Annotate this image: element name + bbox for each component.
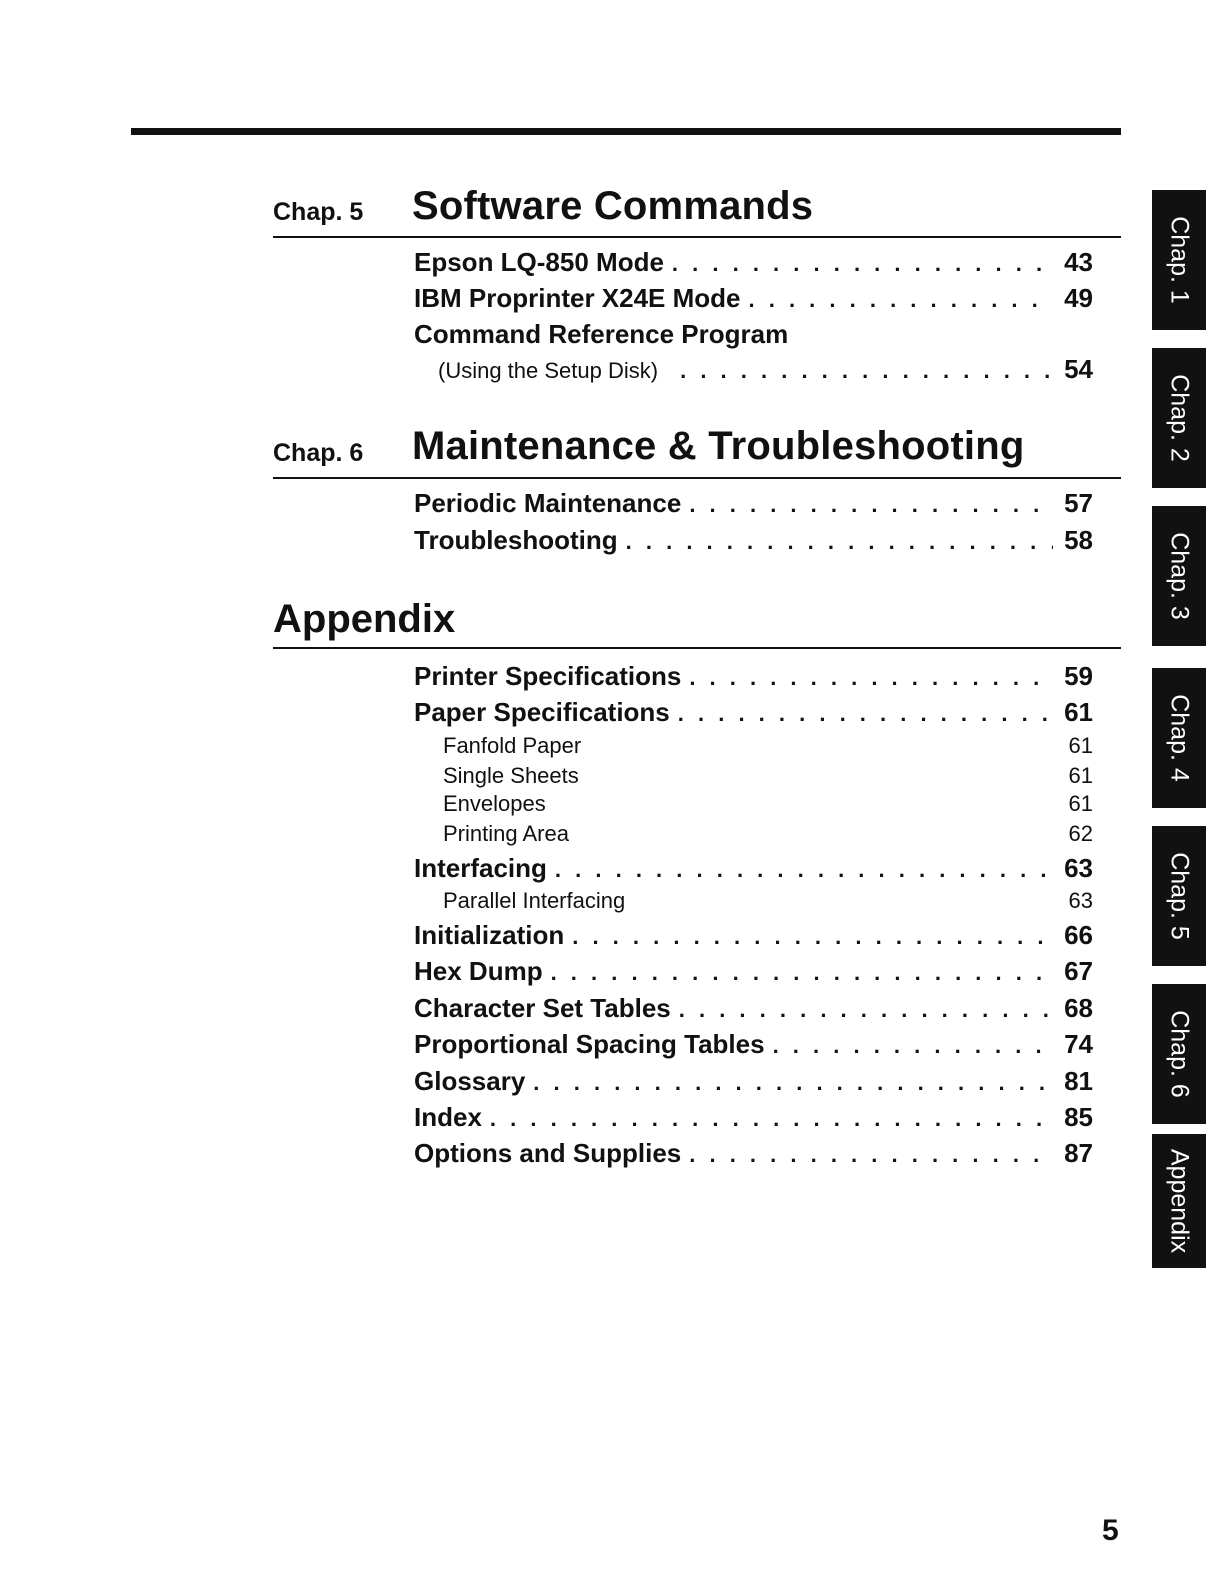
- page-number: 5: [1102, 1514, 1119, 1547]
- toc-entry-page: 74: [1064, 1029, 1093, 1059]
- toc-entry-page: 49: [1064, 283, 1093, 313]
- toc-entry-page: 81: [1064, 1066, 1093, 1096]
- toc-entry-label: Fanfold Paper: [443, 733, 582, 758]
- dot-leader: [490, 1106, 1053, 1132]
- side-tab-label: Appendix: [1165, 1148, 1194, 1254]
- toc-entry-page: 62: [1068, 821, 1093, 846]
- toc-entry-page: 66: [1064, 920, 1093, 950]
- dot-leader: [749, 287, 1054, 313]
- toc-entry-label: Printer Specifications: [414, 661, 682, 691]
- toc-subentry[interactable]: [443, 821, 1093, 849]
- toc-entry[interactable]: [414, 920, 1093, 954]
- side-tab-chap5[interactable]: [1152, 826, 1206, 966]
- toc-subentry[interactable]: [443, 791, 1093, 819]
- toc-entry[interactable]: [414, 247, 1093, 281]
- toc-entry-page: 43: [1064, 247, 1093, 277]
- toc-entry-page: 85: [1064, 1102, 1093, 1132]
- toc-entry-page: 63: [1064, 853, 1093, 883]
- toc-entry[interactable]: [414, 1102, 1093, 1136]
- toc-entry[interactable]: [414, 993, 1093, 1027]
- toc-entry-label: Character Set Tables: [414, 993, 671, 1023]
- chapter-title: Software Commands: [412, 184, 814, 228]
- toc-entry-label: Paper Specifications: [414, 697, 670, 727]
- dot-leader: [533, 1070, 1053, 1096]
- toc-entry-label: IBM Proprinter X24E Mode: [414, 283, 741, 313]
- toc-entry[interactable]: [414, 283, 1093, 317]
- dot-leader: [679, 997, 1053, 1023]
- toc-subentry[interactable]: [443, 888, 1093, 916]
- toc-entry-label: (Using the Setup Disk): [438, 358, 659, 383]
- dot-leader: [680, 358, 1053, 384]
- toc-entry[interactable]: [414, 853, 1093, 887]
- toc-entry[interactable]: [414, 956, 1093, 990]
- toc-entry-page: 61: [1064, 697, 1093, 727]
- dot-leader: [555, 857, 1053, 883]
- toc-entry-label: Printing Area: [443, 821, 569, 846]
- side-tab-label: Chap. 6: [1165, 1010, 1194, 1098]
- toc-entry-label: Options and Supplies: [414, 1138, 682, 1168]
- toc-entry[interactable]: [414, 525, 1093, 559]
- side-tab-label: Chap. 1: [1165, 216, 1194, 304]
- section-header-chap6: [273, 424, 1121, 479]
- side-tab-chap4[interactable]: [1152, 668, 1206, 808]
- dot-leader: [678, 701, 1053, 727]
- side-tab-appendix[interactable]: [1152, 1134, 1206, 1268]
- toc-entry[interactable]: [414, 697, 1093, 731]
- toc-entry[interactable]: [438, 354, 1093, 388]
- dot-leader: [672, 251, 1053, 277]
- side-tab-label: Chap. 2: [1165, 374, 1194, 462]
- chapter-title: Maintenance & Troubleshooting: [412, 424, 1025, 468]
- toc-entry-label: Parallel Interfacing: [443, 888, 626, 913]
- toc-entry[interactable]: [414, 1029, 1093, 1063]
- side-tab-chap3[interactable]: [1152, 506, 1206, 646]
- toc-entry-label: Interfacing: [414, 853, 547, 883]
- dot-leader: [689, 492, 1053, 518]
- side-tab-chap2[interactable]: [1152, 348, 1206, 488]
- toc-entry-page: 58: [1064, 525, 1093, 555]
- toc-entry[interactable]: [414, 661, 1093, 695]
- side-tab-label: Chap. 4: [1165, 694, 1194, 782]
- toc-entry-page: 61: [1068, 791, 1093, 816]
- toc-entry-page: 54: [1064, 354, 1093, 384]
- toc-entry-page: 87: [1064, 1138, 1093, 1168]
- toc-subentry[interactable]: [443, 763, 1093, 791]
- toc-entry-label: Command Reference Program: [414, 319, 789, 349]
- dot-leader: [551, 960, 1053, 986]
- section-header-appendix: [273, 597, 1121, 649]
- toc-subentry[interactable]: [443, 733, 1093, 761]
- dot-leader: [572, 924, 1053, 950]
- toc-entry-page: 61: [1068, 763, 1093, 788]
- dot-leader: [689, 1142, 1053, 1168]
- toc-entry-label: Proportional Spacing Tables: [414, 1029, 765, 1059]
- toc-entry-label: Initialization: [414, 920, 565, 950]
- toc-entry-page: 61: [1068, 733, 1093, 758]
- toc-entry[interactable]: [414, 1138, 1093, 1172]
- dot-leader: [689, 665, 1053, 691]
- toc-entry-label: Epson LQ-850 Mode: [414, 247, 664, 277]
- side-tab-chap1[interactable]: [1152, 190, 1206, 330]
- appendix-title: Appendix: [273, 597, 456, 641]
- toc-entry-label: Hex Dump: [414, 956, 543, 986]
- chapter-number: Chap. 6: [273, 439, 364, 467]
- side-tab-label: Chap. 5: [1165, 852, 1194, 940]
- dot-leader: [626, 529, 1053, 555]
- toc-entry[interactable]: [414, 488, 1093, 522]
- toc-entry-page: 67: [1064, 956, 1093, 986]
- toc-entry-page: 59: [1064, 661, 1093, 691]
- toc-entry-page: 63: [1068, 888, 1093, 913]
- dot-leader: [773, 1033, 1053, 1059]
- toc-entry-label: Envelopes: [443, 791, 546, 816]
- toc-entry-page: 68: [1064, 993, 1093, 1023]
- toc-entry-label: Glossary: [414, 1066, 526, 1096]
- toc-entry[interactable]: [414, 319, 1093, 353]
- side-tab-chap6[interactable]: [1152, 984, 1206, 1124]
- toc-entry-label: Periodic Maintenance: [414, 488, 682, 518]
- side-tab-label: Chap. 3: [1165, 532, 1194, 620]
- chapter-number: Chap. 5: [273, 198, 364, 226]
- toc-entry-label: Single Sheets: [443, 763, 579, 788]
- section-header-chap5: [273, 184, 1121, 238]
- top-rule: [131, 128, 1121, 135]
- toc-entry-label: Index: [414, 1102, 482, 1132]
- toc-entry[interactable]: [414, 1066, 1093, 1100]
- toc-entry-label: Troubleshooting: [414, 525, 618, 555]
- toc-entry-page: 57: [1064, 488, 1093, 518]
